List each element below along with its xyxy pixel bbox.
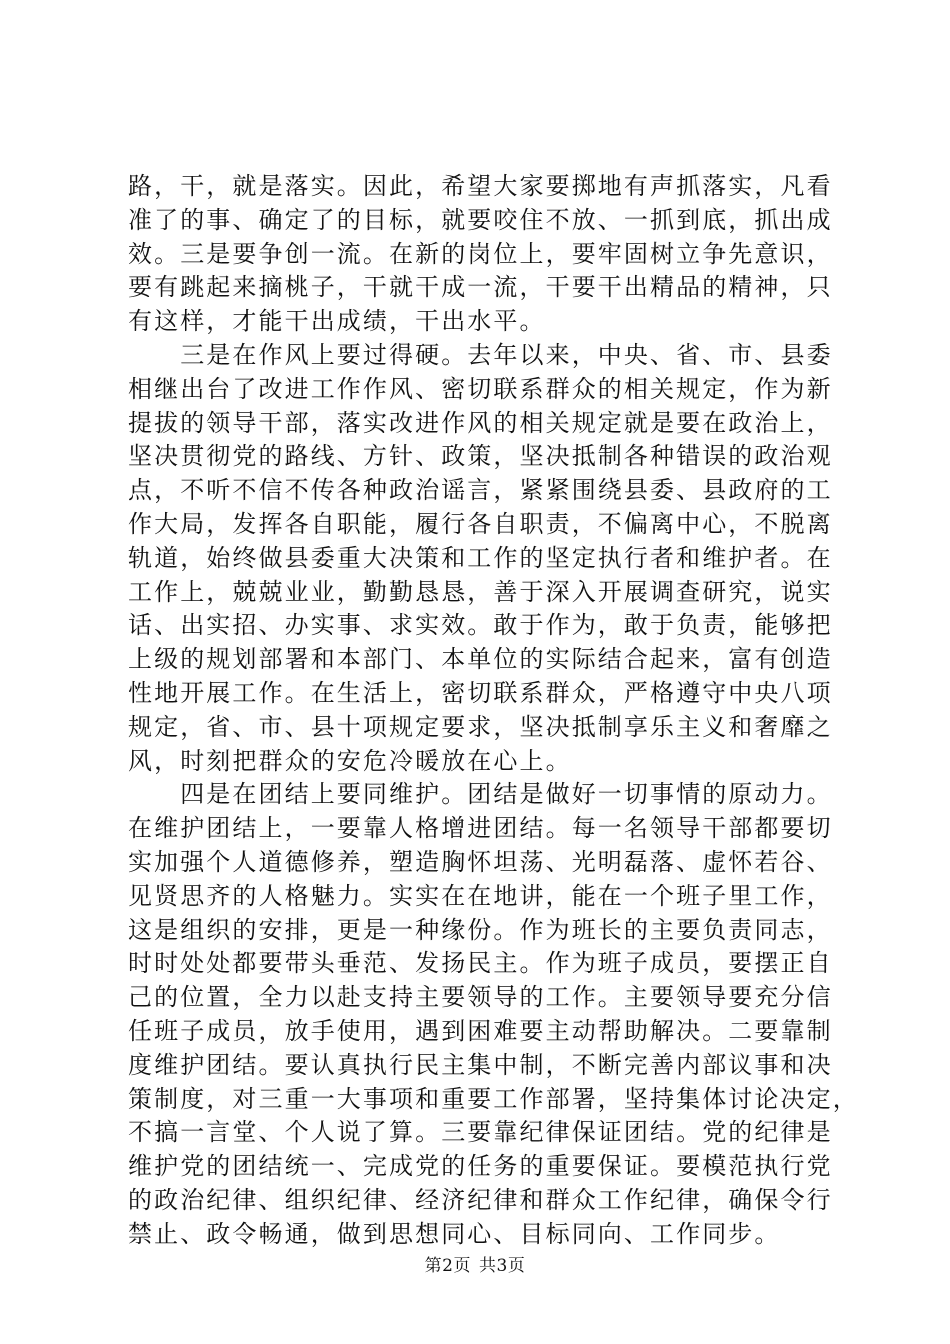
text-line: 话、出实招、办实事、求实效。敢于作为，敢于负责，能够把 [128,611,833,640]
text-line: 工作上，兢兢业业，勤勤恳恳，善于深入开展调查研究，说实 [128,577,833,606]
text-line: 路，干，就是落实。因此，希望大家要掷地有声抓落实，凡看 [128,172,833,200]
text-line: 三是在作风上要过得硬。去年以来，中央、省、市、县委 [128,340,833,369]
text-line: 准了的事、确定了的目标，就要咬住不放、一抓到底，抓出成 [128,205,833,234]
text-line: 这是组织的安排，更是一种缘份。作为班长的主要负责同志， [128,915,833,944]
text-line: 实加强个人道德修养，塑造胸怀坦荡、光明磊落、虚怀若谷、 [128,847,833,876]
text-line: 度维护团结。要认真执行民主集中制，不断完善内部议事和决 [128,1050,833,1079]
page-number: 第2页 [424,1256,471,1276]
text-line: 提拔的领导干部，落实改进作风的相关规定就是要在政治上， [128,408,833,437]
text-line: 维护党的团结统一、完成党的任务的重要保证。要模范执行党 [128,1152,833,1181]
text-line: 不搞一言堂、个人说了算。三要靠纪律保证团结。党的纪律是 [128,1118,833,1147]
text-line: 效。三是要争创一流。在新的岗位上，要牢固树立争先意识， [128,239,833,268]
text-line: 性地开展工作。在生活上，密切联系群众，严格遵守中央八项 [128,678,833,707]
text-line: 的政治纪律、组织纪律、经济纪律和群众工作纪律，确保令行 [128,1185,833,1214]
text-line: 四是在团结上要同维护。团结是做好一切事情的原动力。 [128,780,833,809]
text-line: 时时处处都要带头垂范、发扬民主。作为班子成员，要摆正自 [128,949,833,978]
text-line: 点，不听不信不传各种政治谣言，紧紧围绕县委、县政府的工 [128,476,833,505]
text-line: 己的位置，全力以赴支持主要领导的工作。主要领导要充分信 [128,983,833,1012]
text-line: 相继出台了改进工作作风、密切联系群众的相关规定，作为新 [128,374,833,403]
text-line: 风，时刻把群众的安危冷暖放在心上。 [128,746,572,775]
text-line: 有这样，才能干出成绩，干出水平。 [128,307,546,336]
text-line: 作大局，发挥各自职能，履行各自职责，不偏离中心，不脱离 [128,509,833,538]
text-line: 在维护团结上，一要靠人格增进团结。每一名领导干部都要切 [128,814,833,843]
text-line: 禁止、政令畅通，做到思想同心、目标同向、工作同步。 [128,1219,781,1248]
text-line: 上级的规划部署和本部门、本单位的实际结合起来，富有创造 [128,645,833,674]
text-line: 策制度，对三重一大事项和重要工作部署，坚持集体讨论决定， [128,1084,859,1113]
text-line: 见贤思齐的人格魅力。实实在在地讲，能在一个班子里工作， [128,881,833,910]
text-line: 规定，省、市、县十项规定要求，坚决抵制享乐主义和奢靡之 [128,712,833,741]
page-total: 共3页 [479,1256,526,1276]
text-line: 任班子成员，放手使用，遇到困难要主动帮助解决。二要靠制 [128,1016,833,1045]
document-body [128,170,859,1252]
text-line: 要有跳起来摘桃子，干就干成一流，干要干出精品的精神，只 [128,273,833,302]
page-footer [0,1255,950,1277]
text-line: 轨道，始终做县委重大决策和工作的坚定执行者和维护者。在 [128,543,833,572]
text-line: 坚决贯彻党的路线、方针、政策，坚决抵制各种错误的政治观 [128,442,833,471]
